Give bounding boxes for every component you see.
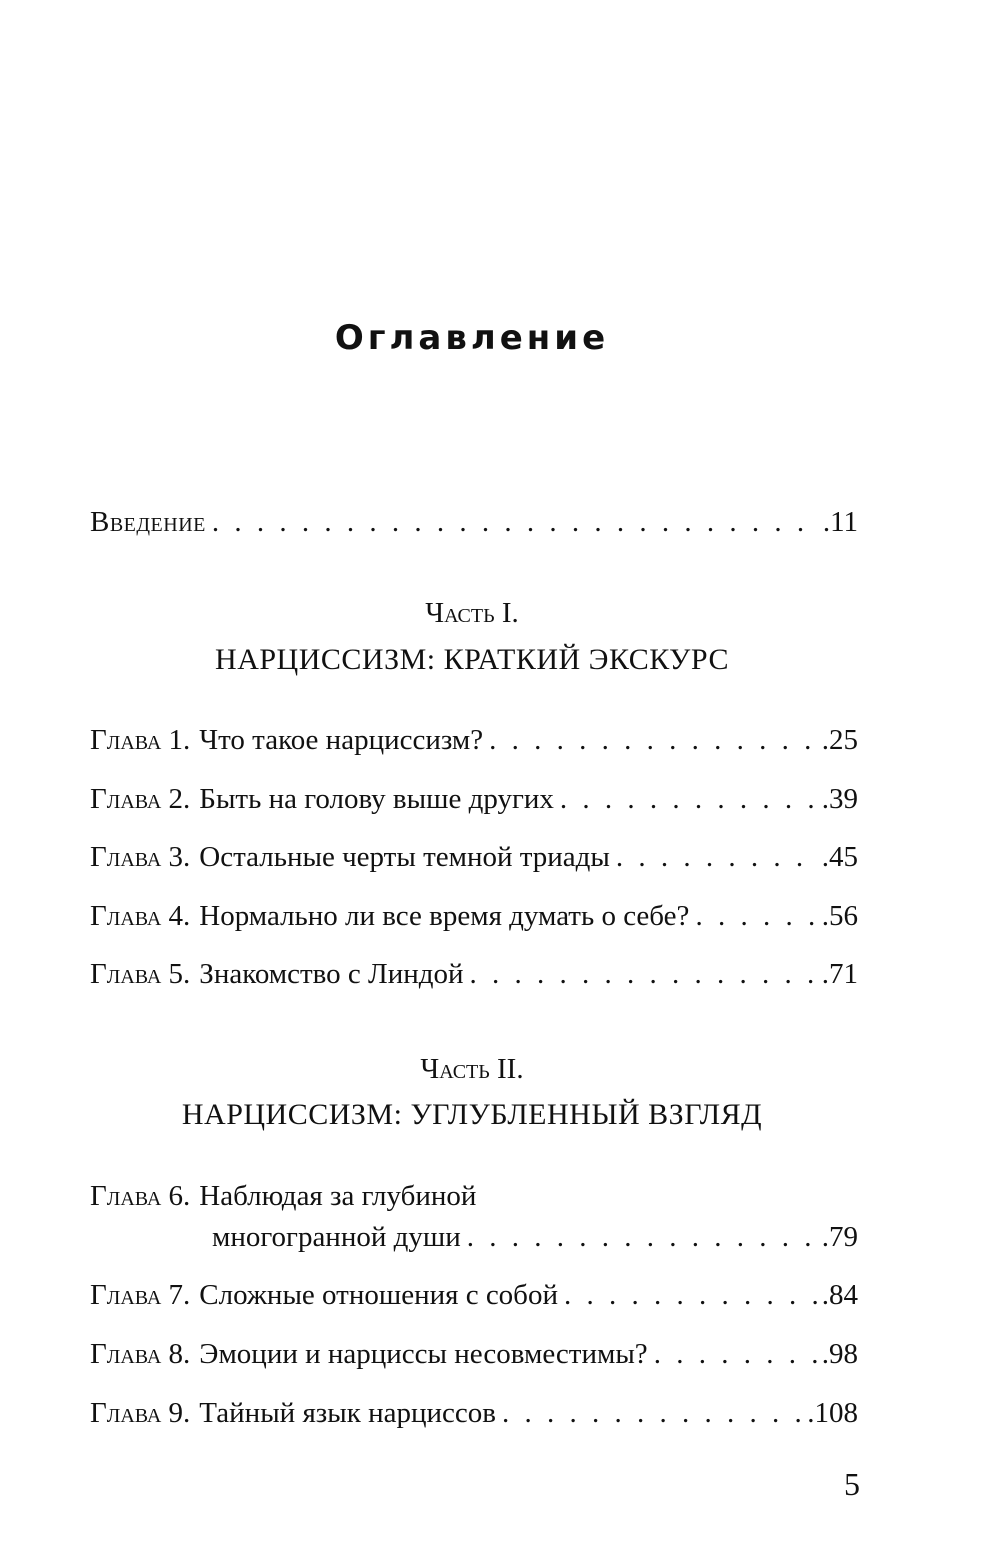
leader-dots (695, 898, 817, 934)
chapter-title-continued: многогранной души (212, 1221, 461, 1253)
chapter-title: Знакомство с Линдой (199, 958, 464, 990)
chapter-label: Глава 3. (90, 841, 191, 873)
chapter-title: Тайный язык нарциссов (199, 1397, 496, 1429)
chapter-label: Глава 5. (90, 958, 191, 990)
chapter-title: Нормально ли все время думать о себе? (199, 900, 690, 932)
page-ref: .84 (821, 1279, 858, 1311)
leader-dots (212, 504, 819, 540)
part-2-label: Часть II. (420, 1053, 524, 1085)
leader-dots (616, 839, 818, 875)
leader-dots (467, 1219, 818, 1255)
toc-entry-intro[interactable] (90, 504, 858, 540)
intro-label: Введение (90, 506, 206, 538)
page-ref: .11 (822, 506, 858, 538)
page-ref: .108 (807, 1397, 858, 1429)
page-ref: .79 (821, 1221, 858, 1253)
page-ref: .39 (821, 783, 858, 815)
toc-entry-chapter-5[interactable] (90, 956, 858, 992)
toc-entry-chapter-2[interactable] (90, 781, 858, 817)
part-1-title: НАРЦИССИЗМ: КРАТКИЙ ЭКСКУРС (215, 643, 729, 676)
part-2-title: НАРЦИССИЗМ: УГЛУБЛЕННЫЙ ВЗГЛЯД (181, 1098, 763, 1131)
chapter-label: Глава 2. (90, 783, 191, 815)
page-ref: .45 (821, 841, 858, 873)
toc-entry-chapter-4[interactable] (90, 898, 858, 934)
chapter-title: Быть на голову выше других (199, 783, 554, 815)
toc-title: Оглавление (334, 318, 610, 358)
chapter-label: Глава 9. (90, 1397, 191, 1429)
leader-dots (470, 956, 818, 992)
chapter-title: Сложные отношения с собой (199, 1279, 558, 1311)
leader-dots (489, 722, 818, 758)
leader-dots (502, 1395, 803, 1431)
chapter-title: Наблюдая за глубиной (199, 1180, 477, 1212)
toc-entry-chapter-9[interactable] (90, 1395, 858, 1431)
toc-entry-chapter-6[interactable] (212, 1219, 858, 1255)
chapter-title: Эмоции и нарциссы несовместимы? (199, 1338, 648, 1370)
leader-dots (560, 781, 818, 817)
toc-entry-chapter-8[interactable] (90, 1336, 858, 1372)
page-ref: .71 (821, 958, 858, 990)
toc-entry-chapter-1[interactable] (90, 722, 858, 758)
toc-entry-chapter-6-line-1[interactable] (90, 1178, 476, 1214)
toc-entry-chapter-3[interactable] (90, 839, 858, 875)
page-ref: .98 (821, 1338, 858, 1370)
leader-dots (564, 1277, 818, 1313)
chapter-label: Глава 8. (90, 1338, 191, 1370)
chapter-label: Глава 1. (90, 724, 191, 756)
chapter-label: Глава 7. (90, 1279, 191, 1311)
chapter-label: Глава 4. (90, 900, 191, 932)
page-ref: .56 (821, 900, 858, 932)
part-1-label: Часть I. (425, 597, 519, 629)
chapter-title: Что такое нарциссизм? (199, 724, 484, 756)
page-number: 5 (844, 1466, 860, 1502)
toc-entry-chapter-7[interactable] (90, 1277, 858, 1313)
page-ref: .25 (821, 724, 858, 756)
leader-dots (654, 1336, 818, 1372)
chapter-title: Остальные черты темной триады (199, 841, 610, 873)
chapter-label: Глава 6. (90, 1180, 191, 1212)
